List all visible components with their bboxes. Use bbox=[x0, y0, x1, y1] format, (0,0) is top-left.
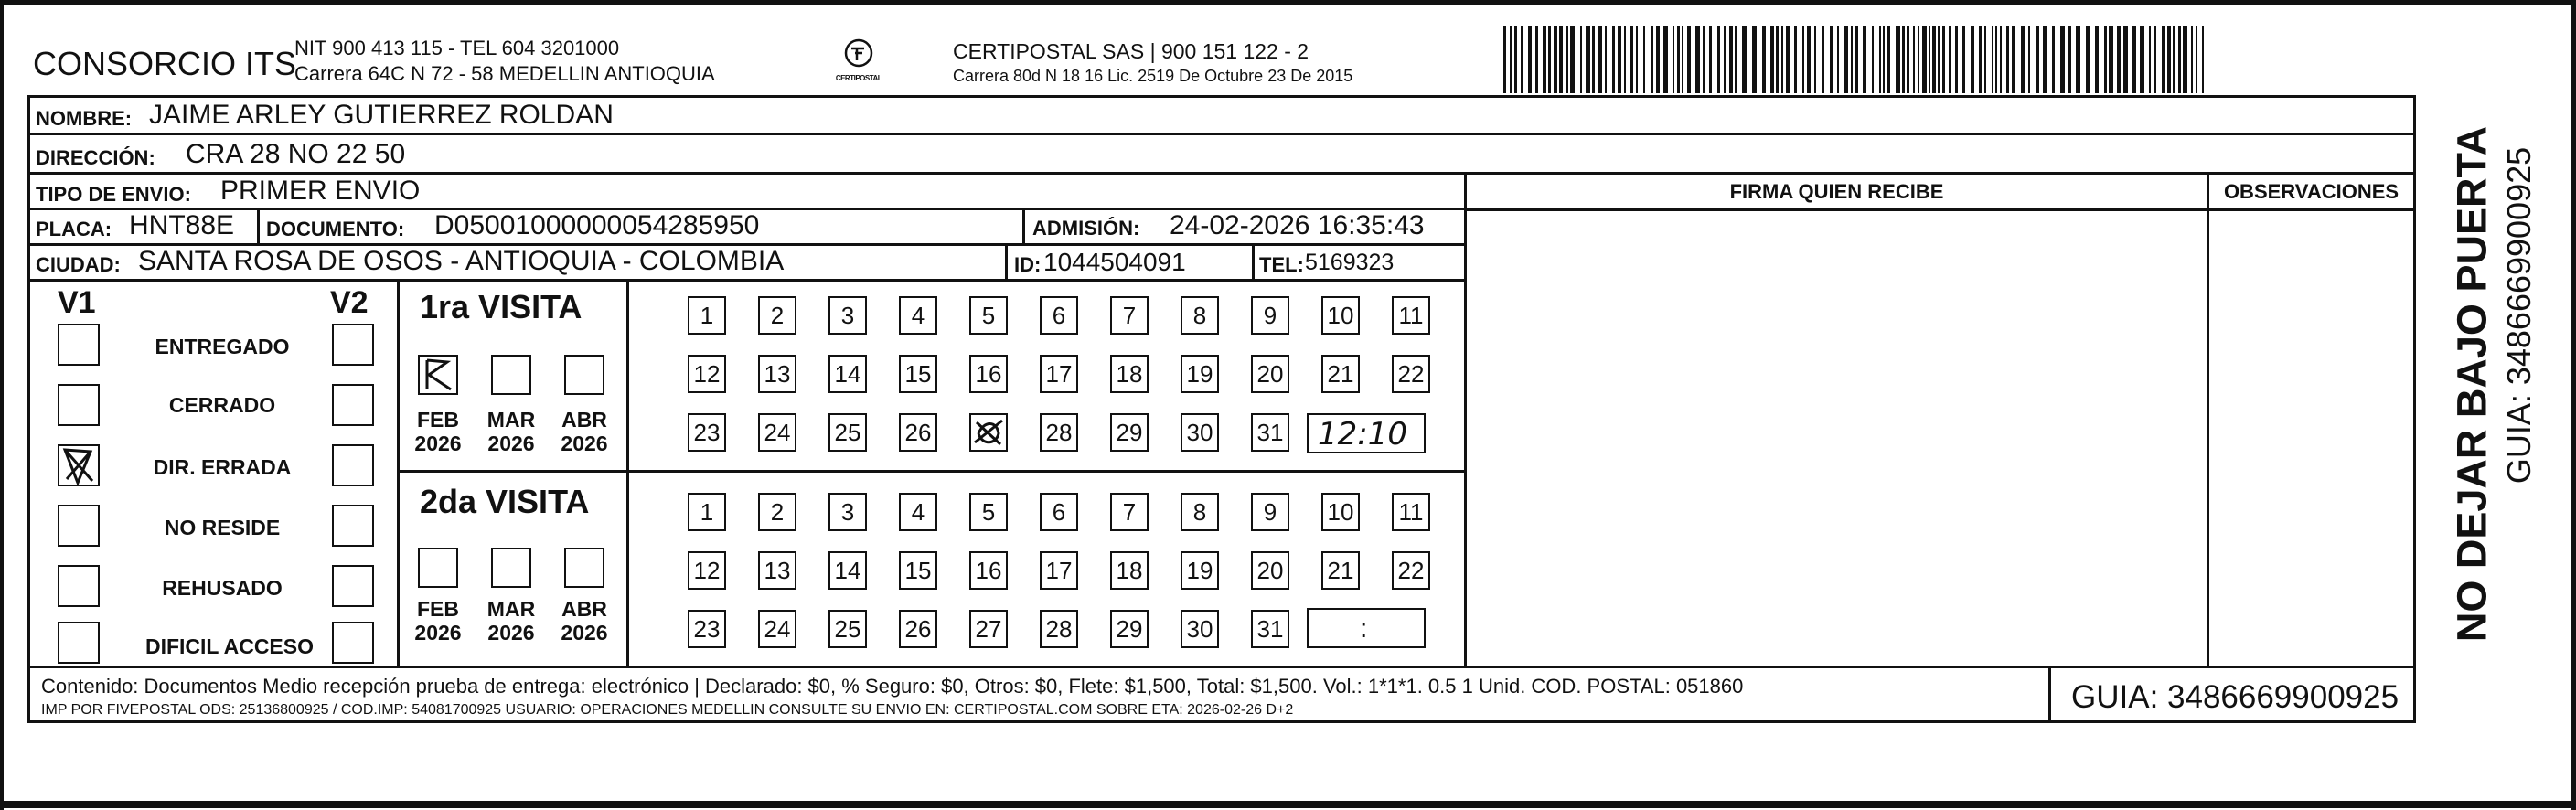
tel-value: 5169323 bbox=[1305, 250, 1395, 275]
documento-value: D05001000000054285950 bbox=[434, 210, 760, 240]
certipostal-logo-icon bbox=[835, 37, 882, 69]
visit-1-day-7[interactable]: 7 bbox=[1110, 296, 1149, 335]
handwritten-mark-icon bbox=[420, 357, 456, 393]
direccion-value: CRA 28 NO 22 50 bbox=[186, 139, 406, 169]
option-no-reside: NO RESIDE bbox=[164, 516, 281, 539]
visit-1-time: 12:10 bbox=[1318, 416, 1407, 453]
documento-label: DOCUMENTO: bbox=[266, 218, 405, 240]
ciudad-label: CIUDAD: bbox=[36, 253, 121, 276]
visit-1-day-18[interactable]: 18 bbox=[1110, 355, 1149, 393]
visit-1-month-feb-checkbox[interactable] bbox=[418, 355, 458, 395]
v1-heading: V1 bbox=[58, 285, 96, 320]
month-year: 2026 bbox=[487, 432, 535, 456]
option-entregado: ENTREGADO bbox=[155, 335, 290, 358]
visit-1-divider bbox=[626, 282, 629, 470]
visit-2-day-5[interactable]: 5 bbox=[969, 493, 1008, 531]
v2-rehusado-checkbox[interactable] bbox=[332, 565, 374, 607]
month-name: FEB bbox=[417, 408, 459, 432]
option-dir-errada: DIR. ERRADA bbox=[153, 455, 292, 479]
visit-1-month-feb-label bbox=[411, 408, 465, 456]
barcode bbox=[1503, 26, 2207, 93]
visit-1-day-16[interactable]: 16 bbox=[969, 355, 1008, 393]
visit-1-day-25[interactable]: 25 bbox=[828, 413, 867, 452]
visit-2-day-3[interactable]: 3 bbox=[828, 493, 867, 531]
visit-1-day-9[interactable]: 9 bbox=[1251, 296, 1289, 335]
tipo-label: TIPO DE ENVIO: bbox=[36, 183, 191, 206]
visit-2-day-8[interactable]: 8 bbox=[1181, 493, 1219, 531]
visit-1-day-1[interactable]: 1 bbox=[688, 296, 726, 335]
nombre-value: JAIME ARLEY GUTIERREZ ROLDAN bbox=[149, 100, 614, 130]
v1-entregado-checkbox[interactable] bbox=[58, 324, 100, 366]
visit-1-day-5[interactable]: 5 bbox=[969, 296, 1008, 335]
scan-bottom-edge bbox=[0, 801, 2576, 808]
option-dificil-acceso: DIFICIL ACCESO bbox=[144, 634, 314, 658]
visit-2-day-2[interactable]: 2 bbox=[758, 493, 796, 531]
placa-row bbox=[30, 210, 1464, 246]
visit-2-day-30[interactable]: 30 bbox=[1181, 610, 1219, 648]
visit-2-day-13[interactable]: 13 bbox=[758, 551, 796, 590]
visit-1-day-17[interactable]: 17 bbox=[1040, 355, 1078, 393]
visit-2-day-21[interactable]: 21 bbox=[1321, 551, 1360, 590]
observaciones-header: OBSERVACIONES bbox=[2209, 180, 2413, 211]
firma-column bbox=[1464, 175, 2209, 666]
v2-dificil-acceso-checkbox[interactable] bbox=[332, 622, 374, 664]
placa-divider bbox=[257, 208, 260, 243]
scan-top-edge bbox=[0, 0, 2576, 5]
visit-2-day-12[interactable]: 12 bbox=[688, 551, 726, 590]
visit-1-day-26[interactable]: 26 bbox=[899, 413, 937, 452]
placa-value: HNT88E bbox=[129, 210, 235, 240]
visit-2-day-23[interactable]: 23 bbox=[688, 610, 726, 648]
company-address: Carrera 64C N 72 - 58 MEDELLIN ANTIOQUIA bbox=[294, 62, 715, 85]
visit-1-day-28[interactable]: 28 bbox=[1040, 413, 1078, 452]
visit-2-month-abr-checkbox[interactable] bbox=[564, 548, 604, 588]
visit-1-day-12[interactable]: 12 bbox=[688, 355, 726, 393]
carrier-address: Carrera 80d N 18 16 Lic. 2519 De Octubre 23 De 2015 bbox=[953, 67, 1353, 85]
visit-2-day-6[interactable]: 6 bbox=[1040, 493, 1078, 531]
status-section bbox=[30, 282, 400, 666]
footer-guia-box bbox=[2048, 668, 2413, 723]
visit-1-day-8[interactable]: 8 bbox=[1181, 296, 1219, 335]
v1-dificil-acceso-checkbox[interactable] bbox=[58, 622, 100, 664]
month-year: 2026 bbox=[487, 621, 535, 645]
visit-2-day-22[interactable]: 22 bbox=[1392, 551, 1430, 590]
visit-2-day-1[interactable]: 1 bbox=[688, 493, 726, 531]
visit-2-day-10[interactable]: 10 bbox=[1321, 493, 1360, 531]
visit-1-day-29[interactable]: 29 bbox=[1110, 413, 1149, 452]
visit-1-day-14[interactable]: 14 bbox=[828, 355, 867, 393]
visit-1-day-31[interactable]: 31 bbox=[1251, 413, 1289, 452]
visit-1-day-21[interactable]: 21 bbox=[1321, 355, 1360, 393]
admision-value: 24-02-2026 16:35:43 bbox=[1170, 210, 1425, 240]
visit-2-month-mar-label bbox=[484, 597, 539, 645]
visit-1-day-24[interactable]: 24 bbox=[758, 413, 796, 452]
v1-cerrado-checkbox[interactable] bbox=[58, 384, 100, 426]
visit-2-time: : bbox=[1360, 613, 1368, 644]
company-name: CONSORCIO ITS bbox=[33, 45, 297, 82]
direccion-label: DIRECCIÓN: bbox=[36, 146, 155, 169]
visit-2-day-20[interactable]: 20 bbox=[1251, 551, 1289, 590]
visit-2-time-box[interactable] bbox=[1307, 608, 1426, 648]
tipo-value: PRIMER ENVIO bbox=[220, 176, 421, 206]
visit-1-title: 1ra VISITA bbox=[420, 288, 583, 325]
visit-2-divider bbox=[626, 473, 629, 666]
v2-entregado-checkbox[interactable] bbox=[332, 324, 374, 366]
tel-divider bbox=[1252, 246, 1255, 279]
visit-1-month-mar-checkbox[interactable] bbox=[491, 355, 531, 395]
visit-2-day-28[interactable]: 28 bbox=[1040, 610, 1078, 648]
footer-row bbox=[30, 666, 2413, 723]
month-year: 2026 bbox=[414, 432, 462, 456]
direccion-row bbox=[30, 135, 2413, 175]
visit-2-panel bbox=[400, 473, 1464, 666]
placa-label: PLACA: bbox=[36, 218, 112, 240]
visit-1-day-19[interactable]: 19 bbox=[1181, 355, 1219, 393]
ciudad-row bbox=[30, 246, 1464, 282]
visit-1-day-30[interactable]: 30 bbox=[1181, 413, 1219, 452]
visit-1-day-13[interactable]: 13 bbox=[758, 355, 796, 393]
scan-left-edge bbox=[0, 0, 4, 810]
visit-2-day-31[interactable]: 31 bbox=[1251, 610, 1289, 648]
visit-2-day-11[interactable]: 11 bbox=[1392, 493, 1430, 531]
v2-no-reside-checkbox[interactable] bbox=[332, 505, 374, 547]
tipo-row bbox=[30, 175, 1464, 210]
option-cerrado: CERRADO bbox=[168, 393, 276, 417]
visit-1-month-abr-checkbox[interactable] bbox=[564, 355, 604, 395]
visit-1-day-27[interactable] bbox=[969, 413, 1008, 452]
month-year: 2026 bbox=[414, 621, 462, 645]
visit-2-title: 2da VISITA bbox=[420, 483, 590, 520]
nombre-label: NOMBRE: bbox=[36, 107, 133, 130]
visit-2-day-15[interactable]: 15 bbox=[899, 551, 937, 590]
visit-2-day-26[interactable]: 26 bbox=[899, 610, 937, 648]
visit-2-day-25[interactable]: 25 bbox=[828, 610, 867, 648]
month-name: MAR bbox=[486, 597, 536, 621]
v2-heading: V2 bbox=[330, 285, 369, 320]
admision-label: ADMISIÓN: bbox=[1032, 217, 1140, 240]
side-guia-text: GUIA: 3486669900925 bbox=[2500, 146, 2538, 485]
tel-label: TEL: bbox=[1259, 253, 1304, 276]
option-rehusado: REHUSADO bbox=[162, 576, 283, 600]
v2-dir-errada-checkbox[interactable] bbox=[332, 444, 374, 486]
visit-1-month-mar-label bbox=[484, 408, 539, 456]
visit-2-day-7[interactable]: 7 bbox=[1110, 493, 1149, 531]
visit-2-month-feb-label bbox=[411, 597, 465, 645]
firma-header: FIRMA QUIEN RECIBE bbox=[1467, 180, 2207, 211]
visit-1-time-box[interactable] bbox=[1307, 413, 1426, 453]
nombre-row bbox=[30, 96, 2413, 135]
visit-1-month-abr-label bbox=[557, 408, 612, 456]
company-nit: NIT 900 413 115 - TEL 604 3201000 bbox=[294, 37, 620, 59]
visit-1-day-4[interactable]: 4 bbox=[899, 296, 937, 335]
handwritten-scribble-icon bbox=[971, 415, 1006, 450]
visit-2-day-18[interactable]: 18 bbox=[1110, 551, 1149, 590]
visit-2-day-9[interactable]: 9 bbox=[1251, 493, 1289, 531]
month-year: 2026 bbox=[561, 432, 608, 456]
v1-no-reside-checkbox[interactable] bbox=[58, 505, 100, 547]
month-year: 2026 bbox=[561, 621, 608, 645]
visit-2-day-19[interactable]: 19 bbox=[1181, 551, 1219, 590]
logo-text: CERTIPOSTAL bbox=[835, 74, 882, 82]
visit-1-day-23[interactable]: 23 bbox=[688, 413, 726, 452]
visit-2-day-27[interactable]: 27 bbox=[969, 610, 1008, 648]
visit-1-day-11[interactable]: 11 bbox=[1392, 296, 1430, 335]
visit-1-day-6[interactable]: 6 bbox=[1040, 296, 1078, 335]
visit-2-day-24[interactable]: 24 bbox=[758, 610, 796, 648]
ciudad-value: SANTA ROSA DE OSOS - ANTIOQUIA - COLOMBIA bbox=[138, 246, 785, 276]
no-dejar-bajo-puerta-text: NO DEJAR BAJO PUERTA bbox=[2448, 125, 2496, 643]
visit-2-day-14[interactable]: 14 bbox=[828, 551, 867, 590]
footer-guia: GUIA: 3486669900925 bbox=[2071, 679, 2400, 715]
visit-1-day-20[interactable]: 20 bbox=[1251, 355, 1289, 393]
visit-2-day-4[interactable]: 4 bbox=[899, 493, 937, 531]
month-name: MAR bbox=[486, 408, 536, 432]
visit-2-day-16[interactable]: 16 bbox=[969, 551, 1008, 590]
visit-2-day-17[interactable]: 17 bbox=[1040, 551, 1078, 590]
handwritten-check-mark-icon bbox=[59, 446, 98, 485]
visit-1-day-3[interactable]: 3 bbox=[828, 296, 867, 335]
visit-1-panel bbox=[400, 282, 1464, 473]
carrier-name: CERTIPOSTAL SAS | 900 151 122 - 2 bbox=[953, 39, 1309, 63]
footer-contenido: Contenido: Documentos Medio recepción prueba de entrega: electrónico | Declarado: $0, % Seguro: $0, Otros: $0, Flete: $1,500, Total: $1,500. Vol.: 1*1*1. 0.5 1 Unid. COD. POSTAL: 051860 bbox=[41, 675, 1744, 698]
id-divider bbox=[1005, 243, 1008, 279]
month-name: ABR bbox=[561, 597, 607, 621]
id-value: 1044504091 bbox=[1043, 248, 1186, 276]
visit-1-day-15[interactable]: 15 bbox=[899, 355, 937, 393]
scan-right-edge bbox=[2571, 0, 2576, 810]
observaciones-column bbox=[2209, 175, 2413, 666]
id-label: ID: bbox=[1014, 253, 1042, 276]
v1-dir-errada-checkbox[interactable] bbox=[58, 444, 100, 486]
visit-2-month-mar-checkbox[interactable] bbox=[491, 548, 531, 588]
visit-1-day-22[interactable]: 22 bbox=[1392, 355, 1430, 393]
month-name: FEB bbox=[417, 597, 459, 621]
admision-divider bbox=[1022, 210, 1025, 243]
visit-1-day-10[interactable]: 10 bbox=[1321, 296, 1360, 335]
visit-1-day-2[interactable]: 2 bbox=[758, 296, 796, 335]
month-name: ABR bbox=[561, 408, 607, 432]
v1-rehusado-checkbox[interactable] bbox=[58, 565, 100, 607]
v2-cerrado-checkbox[interactable] bbox=[332, 384, 374, 426]
visit-2-month-feb-checkbox[interactable] bbox=[418, 548, 458, 588]
visit-2-month-abr-label bbox=[557, 597, 612, 645]
certipostal-logo bbox=[835, 37, 882, 88]
visit-2-day-29[interactable]: 29 bbox=[1110, 610, 1149, 648]
footer-imp: IMP POR FIVEPOSTAL ODS: 25136800925 / COD.IMP: 54081700925 USUARIO: OPERACIONES MEDELLIN CONSULTE SU ENVIO EN: CERTIPOSTAL.COM SOBRE ETA: 2026-02-26 D+2 bbox=[41, 702, 1294, 718]
